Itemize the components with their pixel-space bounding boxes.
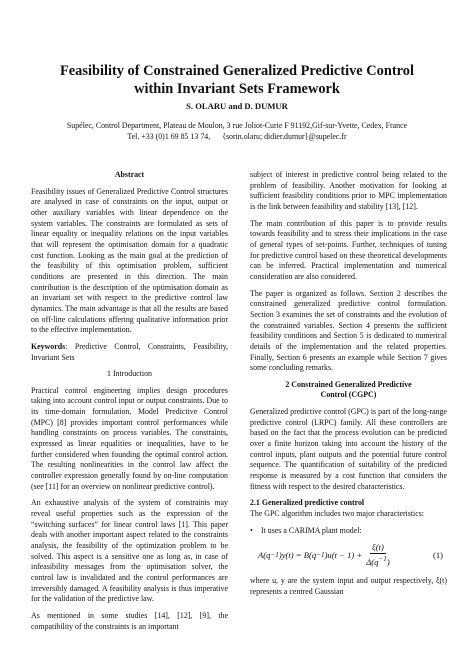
right-column [250, 170, 447, 604]
equation-exponent-2: −1 [316, 551, 325, 559]
abstract-heading: Abstract [114, 170, 145, 179]
equation-lhs-rest: )y(t) = B(q [278, 550, 317, 560]
equation-denominator [364, 554, 392, 568]
title-line-2: within Invariant Sets Framework [134, 81, 340, 97]
left-column [31, 170, 228, 638]
subsection-2-1-paragraph: The GPC algorithm includes two major characteristics: [250, 509, 424, 519]
equation-middle: )u(t − 1) + [324, 550, 363, 560]
bullet-text: It uses a CARIMA plant model: [261, 525, 362, 535]
authors: S. OLARU and D. DUMUR [186, 101, 288, 111]
bullet-icon: • [250, 525, 253, 535]
abstract-text: Feasibility issues of Generalized Predictive Control structures are analysed in case of constraints on the input, output or other auxiliary variables with linear dependence on the system variables. The constraints are formulated as sets of linear equality or inequality relations on the input variables that will represent the optimisation domain for a quadratic cost function. Looking as the main goal at the prediction of the feasibility of this optimisation problem, sufficient conditions are presented in this direction. The main contribution is the description of the optimisation domain as an invariant set with respect to the predictive control law dynamics. The main advantage is that all the results are based on off-line calculations offering qualitative information prior to the effective implementation. [31, 186, 228, 335]
intro-paragraph-2: An exhaustive analysis of the system of constraints may reveal useful properties such as the expression of the “switching surfaces” for linear control laws [1]. This paper deals with another important aspect related to the constraints analysis, the feasibility of the optimization problem to be solved. This aspect is a sensitive one as long as, in case of infeasibility messages from the optimisation solver, the control law is invalidated and the control performances are irreversibly damaged. A feasibility analysis is thus imperative for the validation of the predictive law. [31, 498, 228, 604]
section-2-heading-line-1: 2 Constrained Generalized Predictive [285, 379, 412, 389]
equation-den-end: ) [386, 557, 390, 568]
keywords [31, 342, 228, 363]
where-paragraph: where u, y are the system input and output respectively, ξ(t) represents a centred Gaussian [250, 576, 447, 596]
right-paragraph-1: subject of interest in predictive control being related to the problem of feasibility. Another motivation for looking at sufficient feasibility conditions prior to MPC implementation is the link between feasibility and stability [13], [12]. [250, 170, 447, 211]
equation-number: (1) [432, 550, 443, 561]
introduction-heading: 1 Introduction [107, 369, 152, 379]
equation-den-start: Δ(q [366, 557, 379, 568]
section-2-heading [250, 380, 447, 401]
bullet-item [250, 526, 447, 537]
intro-paragraph-3: As mentioned in some studies [14], [12], [9], the compatibility of the constraints is an important [31, 610, 228, 631]
affiliation: Supélec, Control Department, Plateau de Moulon, 3 rue Joliot-Curie F 91192,Gif-sur-Yvette, Cedex, France [66, 121, 408, 130]
right-paragraph-2: The main contribution of this paper is to provide results towards feasibility and to stress their implications in the case of general types of set-points. Further, techniques of tuning for predictive control based on these theoretical developments can be inferred. Practical implementation and numerical consideration are also considered. [250, 218, 447, 281]
equation-fraction [364, 542, 392, 568]
equation-body [250, 542, 392, 568]
affiliation-block [20, 121, 454, 142]
equation-lhs: A(q [258, 550, 271, 560]
title-line-1: Feasibility of Constrained Generalized Predictive Control [60, 63, 414, 79]
keywords-text: : Predictive Control, Constraints, Feasibility, Invariant Sets [31, 341, 228, 362]
paper-title [20, 62, 454, 98]
email: {sorin.olaru; didier.dumur}@supelec.fr [222, 131, 347, 141]
equation-1 [250, 542, 447, 568]
contact-line [20, 132, 454, 143]
keywords-label: Keywords [31, 341, 66, 351]
subsection-2-1-heading: 2.1 Generalized predictive control [250, 498, 365, 508]
right-paragraph-3: The paper is organized as follows. Section 2 describes the constrained generalized predictive control formulation. Section 3 examines the set of constraints and the evolution of the constrained variables. Section 4 presents the sufficient feasibility conditions and Section 5 is dedicated to numerical details of the implementation and the related properties. Finally, Section 6 presents an example while Section 7 gives some concluding remarks. [250, 288, 447, 373]
equation-numerator: ξ(t) [372, 542, 384, 553]
equation-exponent-1: −1 [270, 551, 279, 559]
equation-exponent-3: −1 [378, 555, 387, 564]
intro-paragraph-1: Practical control engineering implies design procedures taking into account control input or output constraints. Due to its time-domain formulation, Model Predictive Control (MPC) [8] provides important control performances while handling constraints on process variables. The constraints, expressed as linear equalities or inequalities, have to be further considered when founding the optimal control action. The resulting nonlinearities in the control law affect the controller expression generally found by on-line computation (see [11] for an overview on nonlinear predictive control). [31, 385, 228, 491]
section-2-paragraph: Generalized predictive control (GPC) is part of the long-range predictive control (LRPC) family. All these controllers are based on the fact that the process evolution can be predicted over a finite horizon taking into account the history of the control inputs, plant outputs and the potential future control sequence. The quantification of suitability of the predicted response is measured by a cost function that considers the fitness with respect to the desired characteristics. [250, 407, 447, 491]
section-2-heading-line-2: Control (CGPC) [320, 390, 377, 400]
telephone: Tel. +33 (0)1 69 85 13 74, [127, 131, 211, 141]
